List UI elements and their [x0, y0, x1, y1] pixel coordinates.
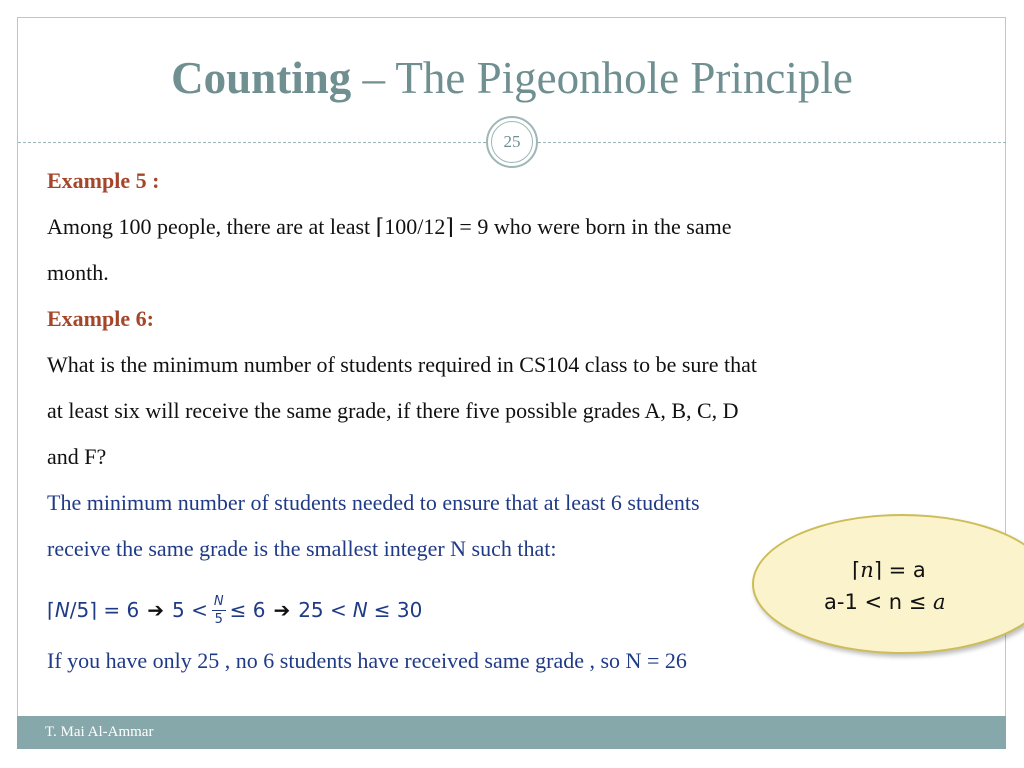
math-expression [47, 588, 422, 632]
math-fraction [212, 595, 226, 626]
footer-author: T. Mai Al-Ammar [45, 724, 154, 740]
title-bold: Counting [171, 53, 352, 103]
example6-heading: Example 6: [47, 306, 154, 331]
callout-ineq: a-1 < n ≤ [824, 590, 934, 614]
math-var-n-2: N [352, 598, 368, 622]
conclusion-line: If you have only 25 , no 6 students have received same grade , so N = 26 [47, 648, 687, 673]
math-five-lt: 5 < [172, 598, 208, 622]
example5-line2: month. [47, 260, 109, 285]
example6-line1: What is the minimum number of students required in CS104 class to be sure that [47, 352, 757, 377]
slide-number-badge [486, 116, 538, 168]
slide-title [0, 52, 1024, 104]
math-twentyfive-lt: 25 < [298, 598, 347, 622]
title-rest: – The Pigeonhole Principle [351, 53, 853, 103]
fraction-denominator: 5 [214, 611, 223, 627]
math-ceil-close: ⌉ = 6 [89, 598, 140, 622]
math-le-six: ≤ 6 [229, 598, 266, 622]
example5-heading: Example 5 : [47, 168, 160, 193]
callout-var-n: n [860, 558, 874, 582]
slide-number: 25 [491, 121, 533, 163]
answer-line1: The minimum number of students needed to ensure that at least 6 students [47, 490, 700, 515]
math-var-n: N [54, 598, 70, 622]
callout-line1 [852, 558, 926, 582]
callout-ceil-close: ⌉ [873, 558, 882, 582]
math-slash-five: /5 [69, 598, 90, 622]
callout-ceil-open: ⌈ [852, 558, 861, 582]
answer-line2: receive the same grade is the smallest integer N such that: [47, 536, 557, 561]
ceil-open: ⌈ [47, 598, 55, 622]
callout-line2 [824, 590, 946, 614]
arrow-icon-2: ➔ [273, 598, 291, 622]
example5-line1: Among 100 people, there are at least ⌈100/12⌉ = 9 who were born in the same [47, 214, 732, 239]
arrow-icon: ➔ [147, 598, 165, 622]
callout-eq-a: = a [881, 558, 926, 582]
example6-line3: and F? [47, 444, 107, 469]
footer-bar [17, 716, 1006, 749]
example6-line2: at least six will receive the same grade, if there five possible grades A, B, C, D [47, 398, 739, 423]
callout-var-a: a [933, 590, 946, 614]
fraction-numerator: N [213, 593, 224, 609]
math-le-thirty: ≤ 30 [373, 598, 423, 622]
